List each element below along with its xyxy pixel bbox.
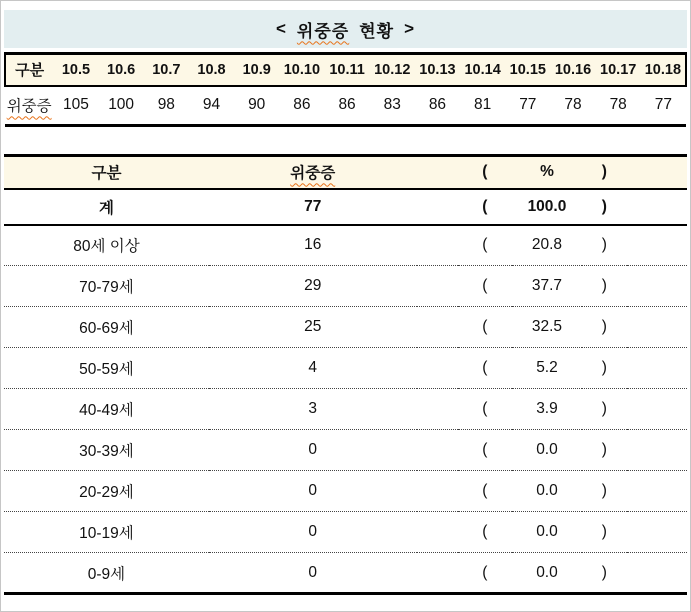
count-cell: 4	[209, 348, 417, 389]
daily-values-row	[5, 86, 686, 126]
age-distribution-table	[4, 154, 687, 595]
page-title	[4, 10, 687, 48]
paren-close-cell: )	[582, 553, 627, 594]
count-cell: 29	[209, 266, 417, 307]
age-table-body	[4, 189, 687, 594]
daily-value-cell: 100	[99, 86, 144, 126]
daily-value-cell: 94	[189, 86, 234, 126]
daily-value-cell: 83	[370, 86, 415, 126]
paren-close-cell: )	[582, 430, 627, 471]
date-header-cell: 10.8	[189, 54, 234, 86]
spacer-cell	[627, 471, 687, 512]
daily-value-cell: 86	[415, 86, 460, 126]
age-row	[4, 348, 687, 389]
count-cell: 3	[209, 389, 417, 430]
daily-value-cell: 98	[144, 86, 189, 126]
count-cell: 0	[209, 430, 417, 471]
date-header-cell: 10.7	[144, 54, 189, 86]
age-label-cell: 10-19세	[4, 512, 209, 553]
percent-cell: 32.5	[512, 307, 582, 348]
paren-open-cell: (	[458, 307, 513, 348]
age-total-row	[4, 189, 687, 225]
paren-close-cell: )	[582, 266, 627, 307]
paren-open-cell: (	[458, 553, 513, 594]
daily-value-cell: 77	[641, 86, 686, 126]
percent-cell: 0.0	[512, 553, 582, 594]
count-cell: 25	[209, 307, 417, 348]
paren-open-cell: (	[458, 430, 513, 471]
daily-category-header: 구분	[5, 54, 53, 86]
age-label-cell: 계	[4, 189, 209, 225]
spacer-cell	[627, 156, 687, 189]
paren-open-cell: (	[458, 266, 513, 307]
age-label-cell: 70-79세	[4, 266, 209, 307]
paren-close-cell: )	[582, 389, 627, 430]
paren-close-cell: )	[582, 512, 627, 553]
spacer-cell	[627, 553, 687, 594]
age-label-cell: 60-69세	[4, 307, 209, 348]
percent-cell: 20.8	[531, 236, 563, 254]
age-row	[4, 471, 687, 512]
daily-value-cell: 105	[53, 86, 98, 126]
spacer-cell	[417, 225, 458, 266]
count-cell: 0	[209, 471, 417, 512]
paren-open-header: (	[458, 156, 513, 189]
daily-value-cell: 78	[550, 86, 595, 126]
spacer-cell	[417, 553, 458, 594]
paren-open-cell: (	[458, 471, 513, 512]
spacer-cell	[627, 307, 687, 348]
spacer-cell	[627, 189, 687, 225]
paren-open-cell: (	[482, 236, 488, 254]
age-severe-header-text: 위중증	[290, 165, 336, 183]
title-close-bracket: >	[404, 19, 415, 38]
age-row	[4, 225, 687, 266]
spacer-cell	[417, 389, 458, 430]
count-cell: 16	[304, 236, 322, 254]
date-header-cell: 10.12	[370, 54, 415, 86]
paren-open-cell: (	[458, 389, 513, 430]
date-header-cell: 10.18	[641, 54, 686, 86]
age-label-cell: 50-59세	[4, 348, 209, 389]
percent-cell: 37.7	[512, 266, 582, 307]
percent-header: %	[512, 156, 582, 189]
paren-open-cell: (	[458, 512, 513, 553]
daily-value-cell: 86	[279, 86, 324, 126]
date-header-cell: 10.16	[550, 54, 595, 86]
spacer-cell	[417, 156, 458, 189]
spacer-cell	[627, 266, 687, 307]
daily-header-row	[5, 54, 686, 86]
paren-open-cell: (	[458, 348, 513, 389]
paren-close-header: )	[582, 156, 627, 189]
spacer-cell	[417, 189, 458, 225]
age-label-cell: 20-29세	[4, 471, 209, 512]
daily-value-cell: 81	[460, 86, 505, 126]
percent-cell: 3.9	[512, 389, 582, 430]
spacer-cell	[417, 512, 458, 553]
daily-row-label-text: 위중증	[6, 98, 52, 116]
date-header-cell: 10.9	[234, 54, 279, 86]
spacer-cell	[417, 307, 458, 348]
age-row	[4, 389, 687, 430]
spacer-cell	[627, 225, 687, 266]
age-row	[4, 430, 687, 471]
age-row	[4, 266, 687, 307]
date-header-cell: 10.6	[99, 54, 144, 86]
percent-cell: 0.0	[512, 430, 582, 471]
date-header-cell: 10.5	[53, 54, 98, 86]
daily-value-cell: 77	[505, 86, 550, 126]
age-row	[4, 307, 687, 348]
age-row	[4, 553, 687, 594]
date-header-cell: 10.13	[415, 54, 460, 86]
title-status-word: 현황	[359, 21, 395, 41]
title-severe-word: 위중증	[296, 21, 350, 41]
spacer-cell	[417, 266, 458, 307]
date-header-cell: 10.10	[279, 54, 324, 86]
spacer-cell	[627, 389, 687, 430]
age-header-row	[4, 156, 687, 189]
count-cell: 0	[209, 553, 417, 594]
spacer-cell	[627, 430, 687, 471]
age-label-cell: 30-39세	[4, 430, 209, 471]
paren-open-cell: (	[458, 189, 513, 225]
percent-cell: 0.0	[512, 512, 582, 553]
age-category-header: 구분	[4, 156, 209, 189]
count-cell: 77	[209, 189, 417, 225]
spacer-cell	[417, 430, 458, 471]
paren-close-cell: )	[582, 307, 627, 348]
date-header-cell: 10.15	[505, 54, 550, 86]
percent-cell: 5.2	[512, 348, 582, 389]
age-severe-header	[209, 156, 417, 189]
percent-cell: 0.0	[512, 471, 582, 512]
daily-row-label	[5, 86, 53, 126]
age-label-cell: 40-49세	[4, 389, 209, 430]
daily-value-cell: 90	[234, 86, 279, 126]
daily-severe-table	[4, 52, 687, 127]
daily-value-cell: 86	[324, 86, 369, 126]
paren-close-cell: )	[582, 348, 627, 389]
title-open-bracket: <	[275, 19, 287, 38]
date-header-cell: 10.11	[324, 54, 369, 86]
spacer-cell	[627, 348, 687, 389]
date-header-cell: 10.17	[596, 54, 641, 86]
paren-close-cell: )	[601, 236, 607, 254]
paren-close-cell: )	[582, 471, 627, 512]
age-row	[4, 512, 687, 553]
paren-close-cell: )	[582, 189, 627, 225]
age-label-cell: 80세 이상	[73, 238, 140, 256]
percent-cell: 100.0	[512, 189, 582, 225]
count-cell: 0	[209, 512, 417, 553]
age-label-cell: 0-9세	[4, 553, 209, 594]
daily-value-cell: 78	[596, 86, 641, 126]
spacer-cell	[417, 471, 458, 512]
spacer-cell	[627, 512, 687, 553]
date-header-cell: 10.14	[460, 54, 505, 86]
spacer-cell	[417, 348, 458, 389]
